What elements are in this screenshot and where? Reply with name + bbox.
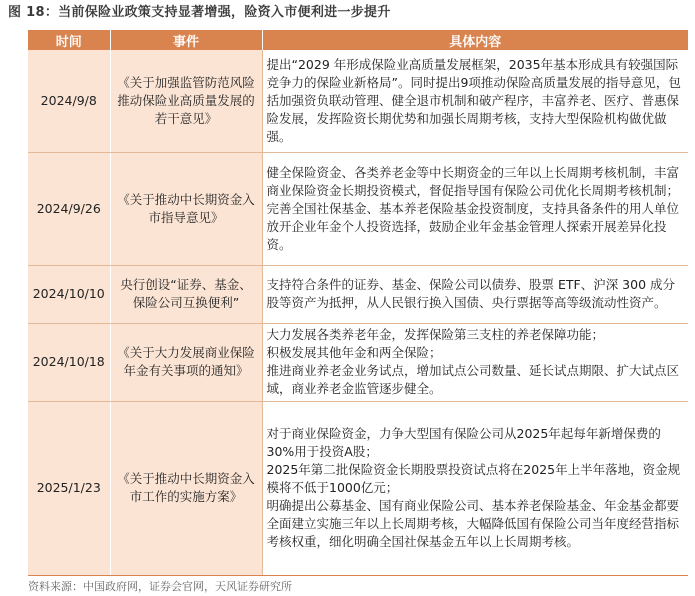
row-event: 《关于加强监管防范风险推动保险业高质量发展的若干意见》 [110,50,262,152]
row-event: 央行创设“证券、基金、保险公司互换便利” [110,265,262,323]
content-line: 积极发展其他年金和两全保险； [266,345,442,360]
figure-title: 图 18：当前保险业政策支持显著增强，险资入市便利进一步提升 [8,5,391,20]
row-event: 《关于推动中长期资金入市指导意见》 [110,152,262,265]
content-line: 2025年第二批保险资金长期股票投资试点将在2025年上半年落地，资金规模将不低于1000亿元； [266,462,681,495]
table-row [28,50,688,152]
content-line: 对于商业保险资金，力争大型国有保险公司从2025年起每年新增保费的30%用于投资A股； [266,426,661,459]
table-bottom-rule [28,575,688,576]
row-date: 2024/10/18 [28,323,110,401]
content-line: 提出“2029 年形成保险业高质量发展框架，2035年基本形成具有较强国际竞争力的保险业新格局”。同时提出9项推动保险高质量发展的指导意见，包括加强资负联动管理、健全退市机制和破产程序，丰富养老、医疗、普惠保险发展，发挥险资长期优势和加强长周期考核，支持大型保险机构做优做强。 [266,56,681,144]
content-line: 大力发展各类养老年金，发挥保险第三支柱的养老保障功能； [266,327,605,342]
policy-table [28,30,688,576]
content-line: 推进商业养老金业务试点，增加试点公司数量、延长试点期限、扩大试点区域，商业养老金监管逐步健全。 [266,363,680,396]
content-line: 健全保险资金、各类养老金等中长期资金的三年以上长周期考核机制，丰富商业保险资金长期投资模式，督促指导国有保险公司优化长周期考核机制； [266,164,680,198]
row-date: 2024/9/26 [28,152,110,265]
content-line: 明确提出公募基金、国有商业保险公司、基本养老保险基金、年金基金都要全面建立实施三年以上长周期考核，大幅降低国有保险公司当年度经营指标考核权重，细化明确全国社保基金五年以上长周期考核。 [266,498,680,549]
row-event: 《关于推动中长期资金入市工作的实施方案》 [110,401,262,575]
content-line: 完善全国社保基金、基本养老保险基金投资制度，支持具备条件的用人单位放开企业年金个人投资选择，鼓励企业年金基金管理人探索开展差异化投资。 [266,200,680,252]
row-event: 《关于大力发展商业保险年金有关事项的通知》 [110,323,262,401]
row-content [262,323,688,401]
table-row [28,152,688,265]
header-date: 时间 [28,30,110,50]
table-row [28,323,688,401]
row-date: 2025/1/23 [28,401,110,575]
row-date: 2024/10/10 [28,265,110,323]
source-note: 资料来源：中国政府网，证券会官网，天风证券研究所 [28,580,292,593]
row-content [262,401,688,575]
table-row [28,265,688,323]
table-row [28,401,688,575]
row-content [262,152,688,265]
row-content [262,50,688,152]
table-header-row [28,30,688,50]
row-date: 2024/9/8 [28,50,110,152]
header-event: 事件 [110,30,262,50]
header-content: 具体内容 [262,30,688,50]
content-line: 支持符合条件的证券、基金、保险公司以债券、股票 ETF、沪深 300 成分股等资产为抵押，从人民银行换入国债、央行票据等高等级流动性资产。 [266,277,676,310]
row-content [262,265,688,323]
